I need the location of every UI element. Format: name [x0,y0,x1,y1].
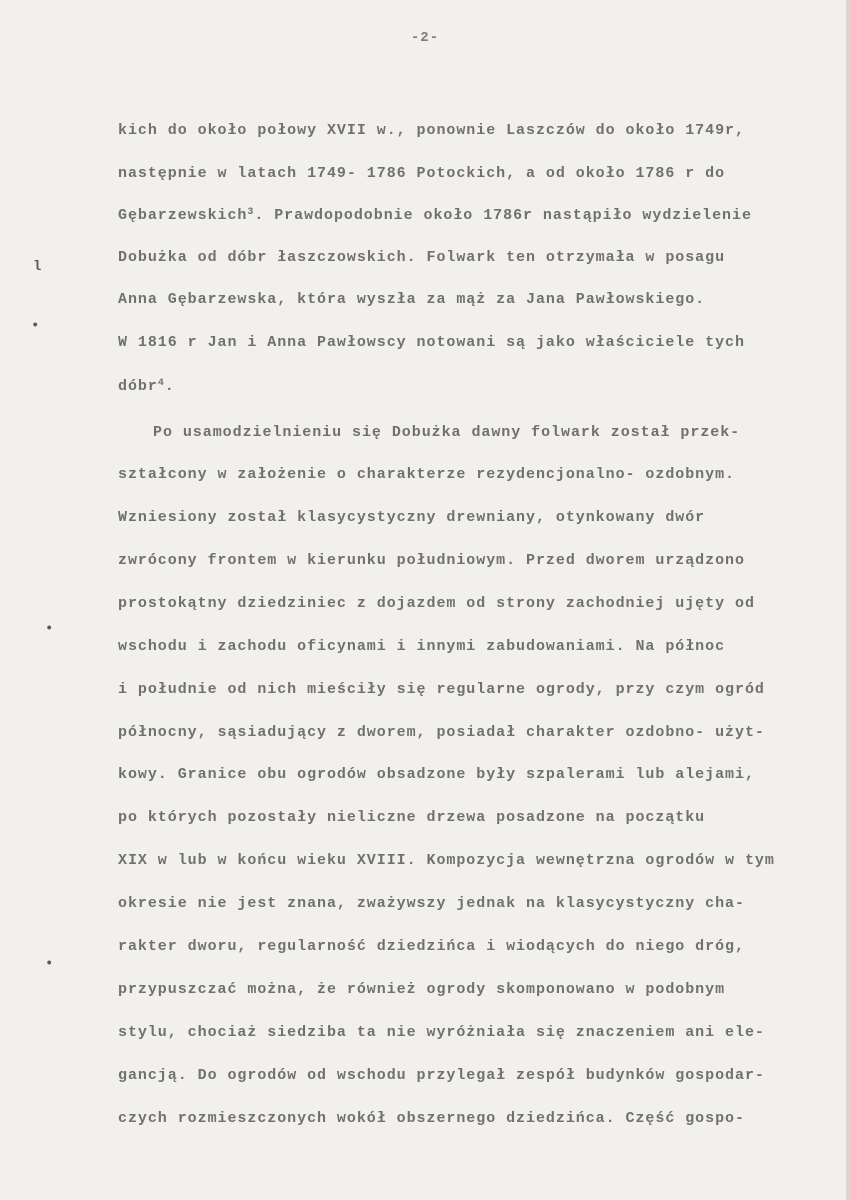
text-line: następnie w latach 1749- 1786 Potockich, a od około 1786 r do [118,165,726,182]
text-line: okresie nie jest znana, zważywszy jednak na klasycystyczny cha- [118,895,745,912]
footnote-ref: 3 [247,207,255,218]
page-number: -2- [410,30,440,46]
text-line: rakter dworu, regularność dziedzińca i wiodących do niego dróg, [118,938,745,955]
text-line: ształcony w założenie o charakterze rezydencjonalno- ozdobnym. [118,466,735,483]
text-line: Gębarzewskich$^3$. Prawdopodobnie około 1786r nastąpiło wydzielenie [118,207,752,224]
text-line: wschodu i zachodu oficynami i innymi zabudowaniami. Na północ [118,638,726,655]
text-line: Anna Gębarzewska, która wyszła za mąż za Jana Pawłowskiego. [118,291,706,308]
margin-mark: • [45,621,54,637]
footnote-ref: 4 [157,378,165,389]
margin-mark: l [33,259,42,275]
text-line: Po usamodzielnieniu się Dobużka dawny folwark został przek- [153,424,741,441]
text-line: czych rozmieszczonych wokół obszernego dziedzińca. Część gospo- [118,1110,745,1127]
text-line: dóbr$^4$. [118,378,175,395]
text-line: XIX w lub w końcu wieku XVIII. Kompozycja wewnętrzna ogrodów w tym [118,852,775,869]
text-line: przypuszczać można, że również ogrody skomponowano w podobnym [118,981,726,998]
text-line: prostokątny dziedziniec z dojazdem od strony zachodniej ujęty od [118,595,755,612]
text-line: kich do około połowy XVII w., ponownie Laszczów do około 1749r, [118,122,745,139]
text-line: W 1816 r Jan i Anna Pawłowscy notowani są jako właściciele tych [118,334,745,351]
text-line: zwrócony frontem w kierunku południowym. Przed dworem urządzono [118,552,745,569]
text-line: północny, sąsiadujący z dworem, posiadał charakter ozdobno- użyt- [118,724,765,741]
text-line: Dobużka od dóbr łaszczowskich. Folwark ten otrzymała w posagu [118,249,726,266]
text-line: Wzniesiony został klasycystyczny drewniany, otynkowany dwór [118,509,706,526]
text-line: stylu, chociaż siedziba ta nie wyróżniała się znaczeniem ani ele- [118,1024,765,1041]
margin-mark: • [45,956,54,972]
text-line: po których pozostały nieliczne drzewa posadzone na początku [118,809,706,826]
margin-mark: • [31,318,40,334]
text-line: kowy. Granice obu ogrodów obsadzone były szpalerami lub alejami, [118,766,755,783]
text-line: gancją. Do ogrodów od wschodu przylegał zespół budynków gospodar- [118,1067,765,1084]
page-edge [846,0,850,1200]
text-line: i południe od nich mieściły się regularne ogrody, przy czym ogród [118,681,765,698]
